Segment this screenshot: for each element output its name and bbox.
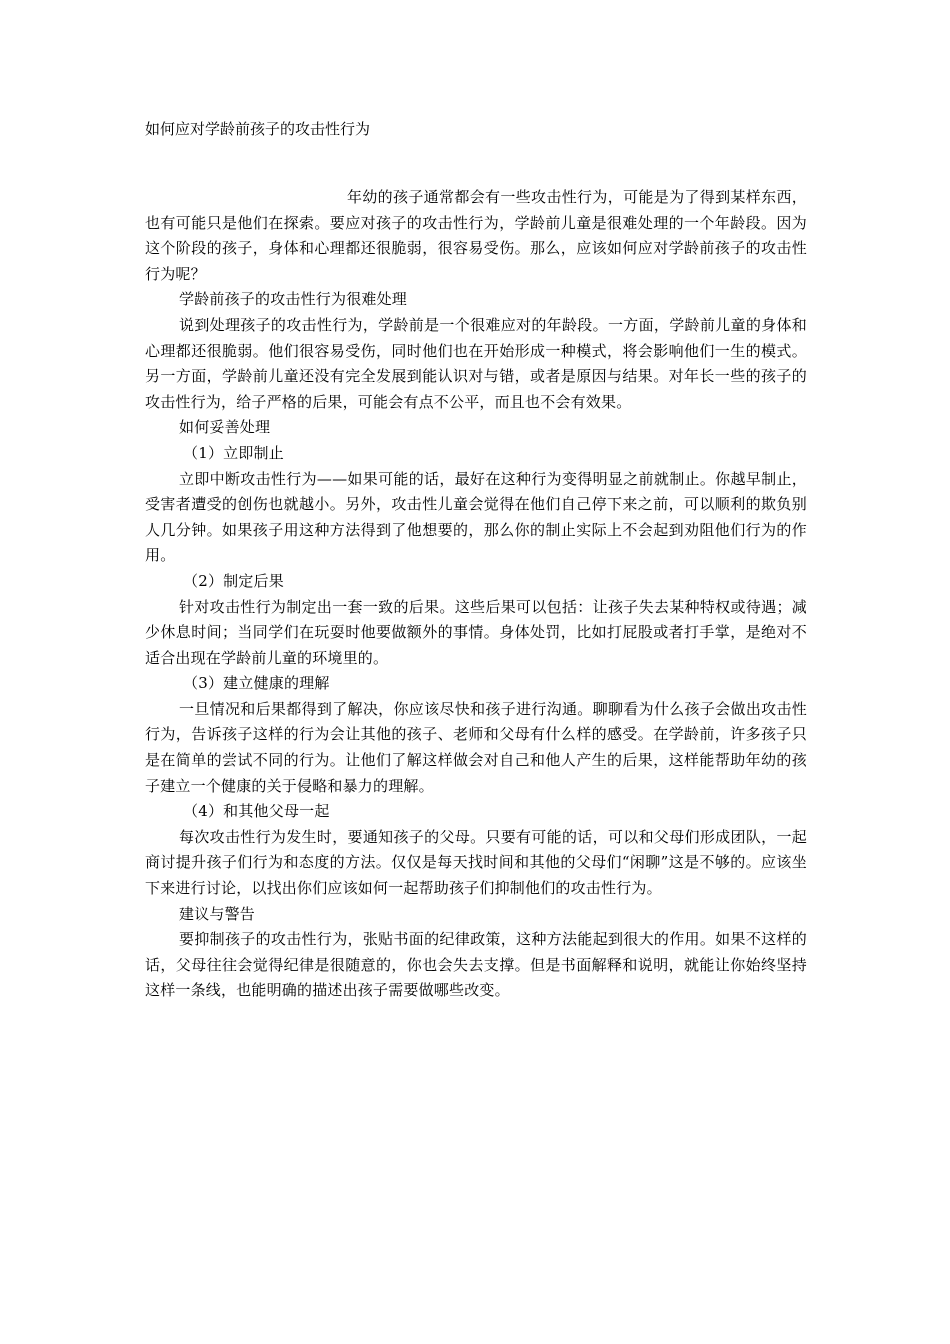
intro-paragraph: 年幼的孩子通常都会有一些攻击性行为，可能是为了得到某样东西，也有可能只是他们在探索。要应对孩子的攻击性行为，学龄前儿童是很难处理的一个年龄段。因为这个阶段的孩子，身体和心理都还很脆弱，很容易受伤。那么，应该如何应对学龄前孩子的攻击性行为呢？: [145, 188, 807, 283]
paragraph-healthy-understanding: 一旦情况和后果都得到了解决，你应该尽快和孩子进行沟通。聊聊看为什么孩子会做出攻击性行为，告诉孩子这样的行为会让其他的孩子、老师和父母有什么样的感受。在学龄前，许多孩子只是在简单的尝试不同的行为。让他们了解这样做会对自己和他人产生的后果，这样能帮助年幼的孩子建立一个健康的关于侵略和暴力的理解。: [145, 699, 807, 795]
document-title: 如何应对学龄前孩子的攻击性行为: [145, 120, 371, 138]
document-body: [145, 185, 807, 1004]
section-heading-advice: 建议与警告: [179, 904, 256, 923]
subheading-set-consequences: （2）制定后果: [183, 571, 284, 590]
section-heading-difficulty: 学龄前孩子的攻击性行为很难处理: [179, 290, 408, 309]
subheading-other-parents: （4）和其他父母一起: [183, 802, 330, 821]
section-paragraph-advice: 要抑制孩子的攻击性行为，张贴书面的纪律政策，这种方法能起到很大的作用。如果不这样的话，父母往往会觉得纪律是很随意的，你也会失去支撑。但是书面解释和说明，就能让你始终坚持这样一条线，也能明确的描述出孩子需要做哪些改变。: [145, 930, 807, 1000]
subheading-stop-immediately: （1）立即制止: [183, 443, 284, 462]
paragraph-other-parents: 每次攻击性行为发生时，要通知孩子的父母。只要有可能的话，可以和父母们形成团队，一起商讨提升孩子们行为和态度的方法。仅仅是每天找时间和其他的父母们“闲聊”这是不够的。应该坐下来进行讨论，以找出你们应该如何一起帮助孩子们抑制他们的攻击性行为。: [145, 827, 807, 898]
paragraph-stop-immediately: 立即中断攻击性行为——如果可能的话，最好在这种行为变得明显之前就制止。你越早制止，受害者遭受的创伤也就越小。另外，攻击性儿童会觉得在他们自己停下来之前，可以顺利的欺负别人几分钟。如果孩子用这种方法得到了他想要的，那么你的制止实际上不会起到劝阻他们行为的作用。: [145, 469, 807, 565]
section-paragraph-difficulty: 说到处理孩子的攻击性行为，学龄前是一个很难应对的年龄段。一方面，学龄前儿童的身体和心理都还很脆弱。他们很容易受伤，同时他们也在开始形成一种模式，将会影响他们一生的模式。另一方面，学龄前儿童还没有完全发展到能认识对与错，或者是原因与结果。对年长一些的孩子的攻击性行为，给子严格的后果，可能会有点不公平，而且也不会有效果。: [145, 315, 807, 411]
section-heading-handling: 如何妥善处理: [179, 418, 271, 437]
paragraph-set-consequences: 针对攻击性行为制定出一套一致的后果。这些后果可以包括：让孩子失去某种特权或待遇；减少休息时间；当同学们在玩耍时他要做额外的事情。身体处罚，比如打屁股或者打手掌，是绝对不适合出现在学龄前儿童的环境里的。: [145, 597, 807, 667]
subheading-healthy-understanding: （3）建立健康的理解: [183, 674, 330, 693]
